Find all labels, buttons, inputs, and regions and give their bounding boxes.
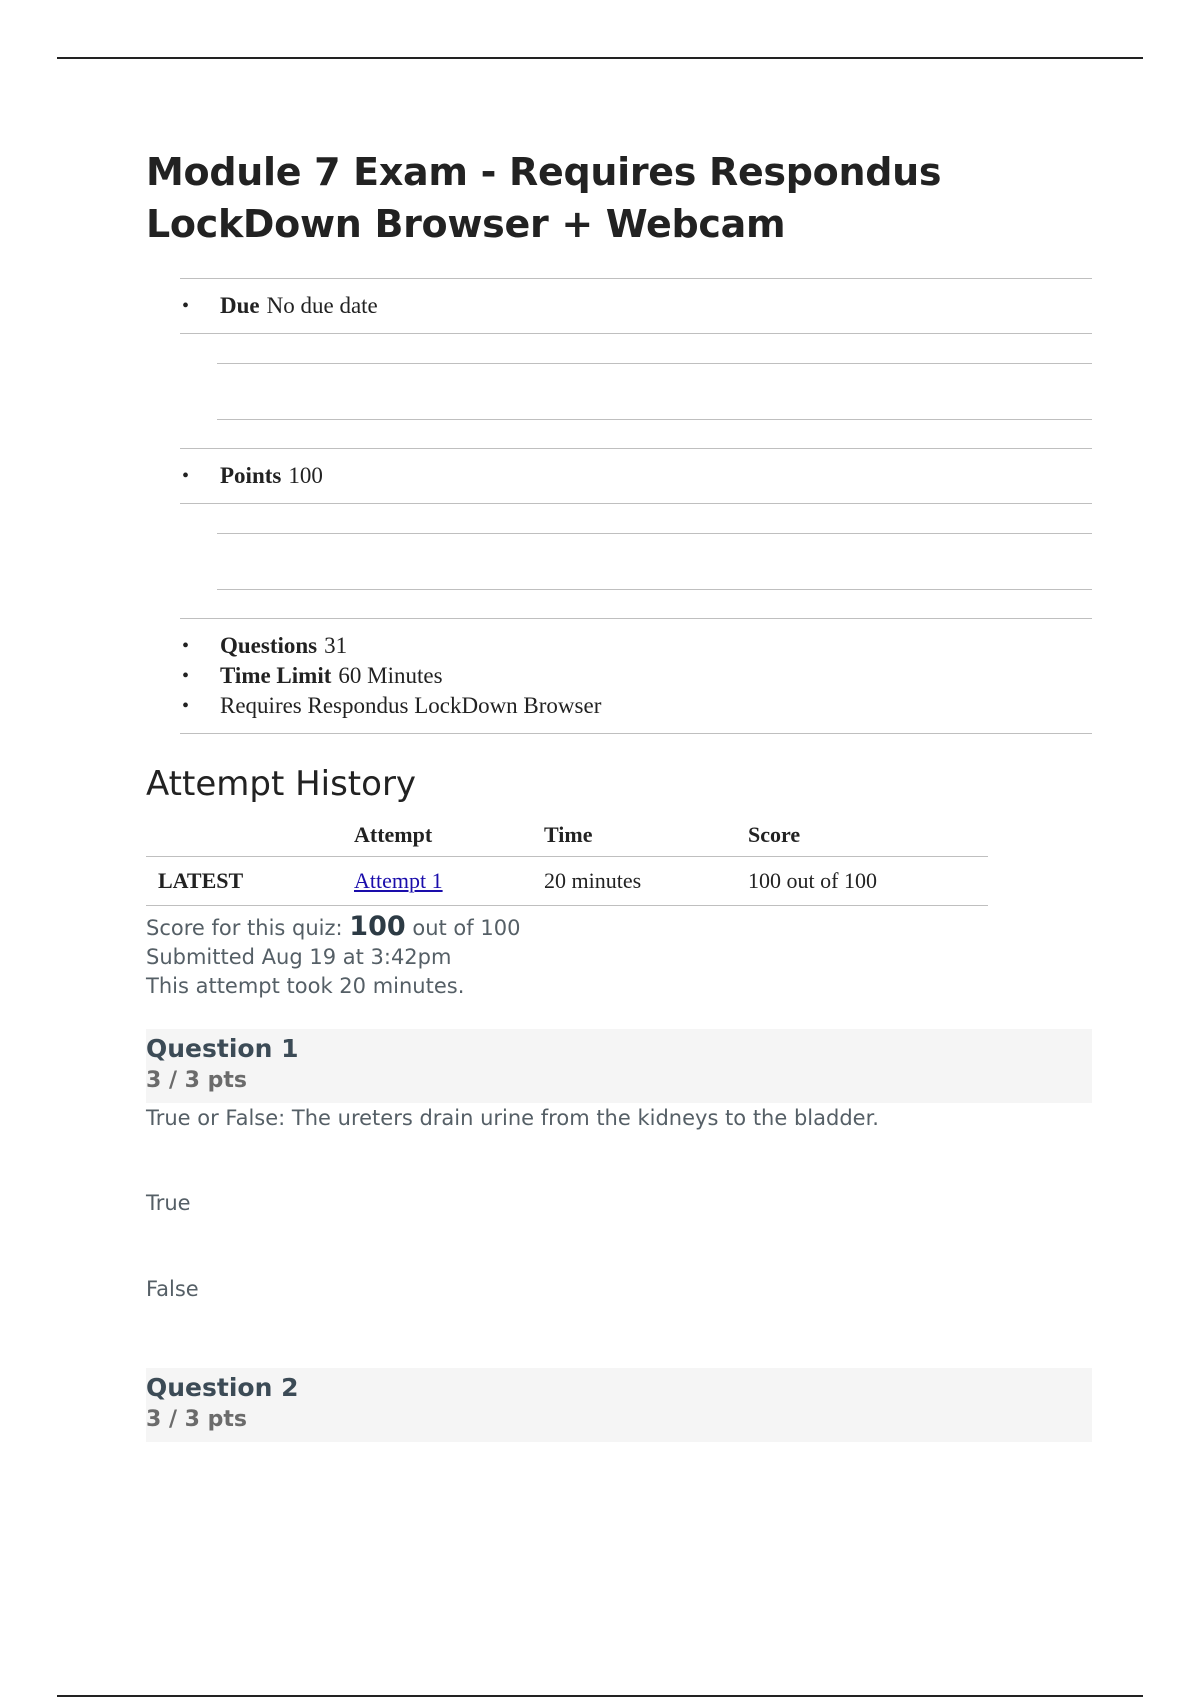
bullet-icon: • bbox=[182, 634, 190, 657]
column-header-attempt: Attempt bbox=[354, 814, 544, 857]
quiz-summary bbox=[146, 912, 1092, 1001]
column-header-time: Time bbox=[544, 814, 748, 857]
points-value: 100 bbox=[288, 463, 323, 488]
question-header bbox=[146, 1368, 1092, 1442]
table-header-row bbox=[146, 814, 988, 857]
question-1 bbox=[146, 1029, 1092, 1304]
divider bbox=[217, 533, 1092, 534]
time-limit-label: Time Limit bbox=[220, 663, 332, 688]
column-header-tag bbox=[146, 814, 354, 857]
question-title: Question 2 bbox=[146, 1373, 299, 1402]
bullet-icon: • bbox=[182, 694, 190, 717]
divider bbox=[217, 419, 1092, 420]
attempt-history-table bbox=[146, 814, 988, 906]
points-label: Points bbox=[220, 463, 282, 488]
due-spacer bbox=[180, 334, 1092, 448]
question-text: True or False: The ureters drain urine from the kidneys to the bladder. bbox=[146, 1106, 879, 1130]
points-spacer bbox=[180, 504, 1092, 618]
lockdown-text: Requires Respondus LockDown Browser bbox=[220, 693, 602, 718]
score-prefix: Score for this quiz: bbox=[146, 916, 343, 940]
question-title: Question 1 bbox=[146, 1034, 299, 1063]
score-suffix: out of 100 bbox=[412, 916, 521, 940]
questions-item bbox=[180, 631, 1092, 661]
score-line bbox=[146, 912, 1092, 943]
question-points: 3 / 3 pts bbox=[146, 1068, 247, 1093]
question-header bbox=[146, 1029, 1092, 1103]
quiz-content bbox=[146, 146, 1092, 1442]
points-row bbox=[180, 449, 1092, 504]
due-label: Due bbox=[220, 293, 260, 318]
divider bbox=[217, 589, 1092, 590]
divider bbox=[217, 363, 1092, 364]
quiz-info-list bbox=[180, 618, 1092, 734]
question-2 bbox=[146, 1368, 1092, 1442]
quiz-details bbox=[180, 278, 1092, 734]
question-points: 3 / 3 pts bbox=[146, 1407, 247, 1432]
questions-label: Questions bbox=[220, 633, 318, 658]
bullet-icon: • bbox=[182, 294, 190, 317]
page-top-rule bbox=[57, 57, 1143, 59]
time-limit-value: 60 Minutes bbox=[338, 663, 443, 688]
bullet-icon: • bbox=[182, 464, 190, 487]
due-value: No due date bbox=[266, 293, 378, 318]
time-cell: 20 minutes bbox=[544, 857, 748, 906]
attempt-history-heading: Attempt History bbox=[146, 764, 417, 804]
table-row bbox=[146, 857, 988, 906]
lockdown-item bbox=[180, 691, 1092, 721]
time-limit-item bbox=[180, 661, 1092, 691]
score-value: 100 bbox=[349, 911, 406, 942]
score-cell: 100 out of 100 bbox=[748, 857, 988, 906]
questions-value: 31 bbox=[324, 633, 348, 658]
attempt-cell bbox=[354, 857, 544, 906]
answer-option-false[interactable]: False bbox=[146, 1277, 199, 1301]
submitted-line: Submitted Aug 19 at 3:42pm bbox=[146, 945, 452, 969]
answer-option-true[interactable]: True bbox=[146, 1191, 191, 1215]
bullet-icon: • bbox=[182, 664, 190, 687]
points-block bbox=[180, 448, 1092, 618]
latest-tag: LATEST bbox=[146, 857, 354, 906]
due-block bbox=[180, 278, 1092, 448]
column-header-score: Score bbox=[748, 814, 988, 857]
page-title: Module 7 Exam - Requires Respondus LockDown Browser + Webcam bbox=[146, 150, 942, 246]
duration-line: This attempt took 20 minutes. bbox=[146, 974, 465, 998]
attempt-1-link[interactable]: Attempt 1 bbox=[354, 868, 443, 893]
page-bottom-rule bbox=[57, 1695, 1143, 1697]
due-row bbox=[180, 279, 1092, 334]
